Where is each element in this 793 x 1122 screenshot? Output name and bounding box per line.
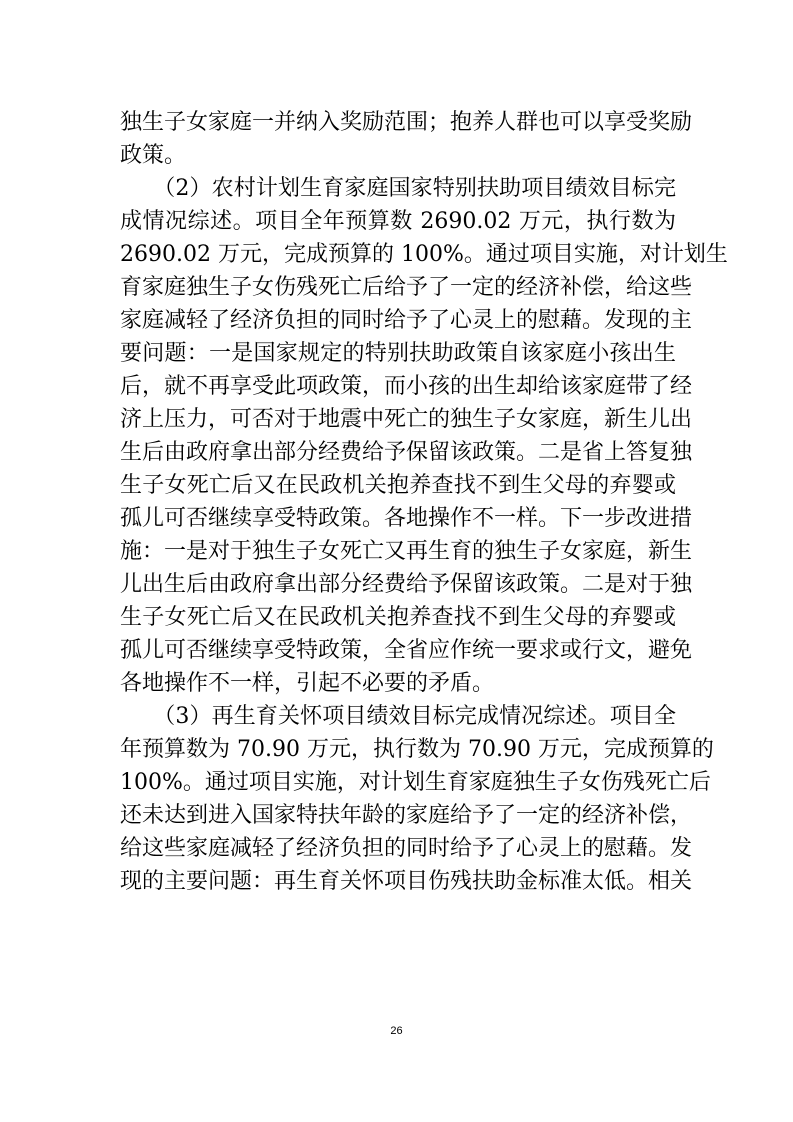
text-line-4: 成情况综述。项目全年预算数 2690.02 万元，执行数为 <box>120 209 676 234</box>
text-line-7: 家庭减轻了经济负担的同时给予了心灵上的慰藉。发现的主 <box>120 308 693 333</box>
page-number: 26 <box>390 1025 403 1037</box>
text-line-12: 生子女死亡后又在民政机关抱养查找不到生父母的弃婴或 <box>120 473 676 498</box>
text-line-5: 2690.02 万元，完成预算的 100%。通过项目实施，对计划生 <box>120 242 728 267</box>
text-line-19: （3）再生育关怀项目绩效目标完成情况综述。项目全 <box>120 704 676 729</box>
text-line-9: 后，就不再享受此项政策，而小孩的出生却给该家庭带了经 <box>120 374 693 399</box>
text-line-2: 政策。 <box>120 143 187 168</box>
text-line-11: 生后由政府拿出部分经费给予保留该政策。二是省上答复独 <box>120 440 693 465</box>
text-line-1: 独生子女家庭一并纳入奖励范围；抱养人群也可以享受奖励 <box>120 110 693 135</box>
text-line-13: 孤儿可否继续享受特政策。各地操作不一样。下一步改进措 <box>120 506 693 531</box>
text-line-8: 要问题：一是国家规定的特别扶助政策自该家庭小孩出生 <box>120 341 676 366</box>
text-line-14: 施：一是对于独生子女死亡又再生育的独生子女家庭，新生 <box>120 539 693 564</box>
text-line-16: 生子女死亡后又在民政机关抱养查找不到生父母的弃婴或 <box>120 605 676 630</box>
text-line-17: 孤儿可否继续享受特政策，全省应作统一要求或行文，避免 <box>120 638 693 663</box>
text-line-18: 各地操作不一样，引起不必要的矛盾。 <box>120 671 495 696</box>
text-line-15: 儿出生后由政府拿出部分经费给予保留该政策。二是对于独 <box>120 572 693 597</box>
body-text <box>120 106 728 898</box>
text-line-23: 给这些家庭减轻了经济负担的同时给予了心灵上的慰藉。发 <box>120 836 693 861</box>
text-line-24: 现的主要问题：再生育关怀项目伤残扶助金标准太低。相关 <box>120 869 693 894</box>
text-line-20: 年预算数为 70.90 万元，执行数为 70.90 万元，完成预算的 <box>120 737 714 762</box>
text-line-3: （2）农村计划生育家庭国家特别扶助项目绩效目标完 <box>120 176 676 201</box>
text-line-21: 100%。通过项目实施，对计划生育家庭独生子女伤残死亡后 <box>120 770 711 795</box>
text-line-22: 还未达到进入国家特扶年龄的家庭给予了一定的经济补偿， <box>120 803 693 828</box>
text-line-10: 济上压力，可否对于地震中死亡的独生子女家庭，新生儿出 <box>120 407 693 432</box>
text-line-6: 育家庭独生子女伤残死亡后给予了一定的经济补偿，给这些 <box>120 275 693 300</box>
